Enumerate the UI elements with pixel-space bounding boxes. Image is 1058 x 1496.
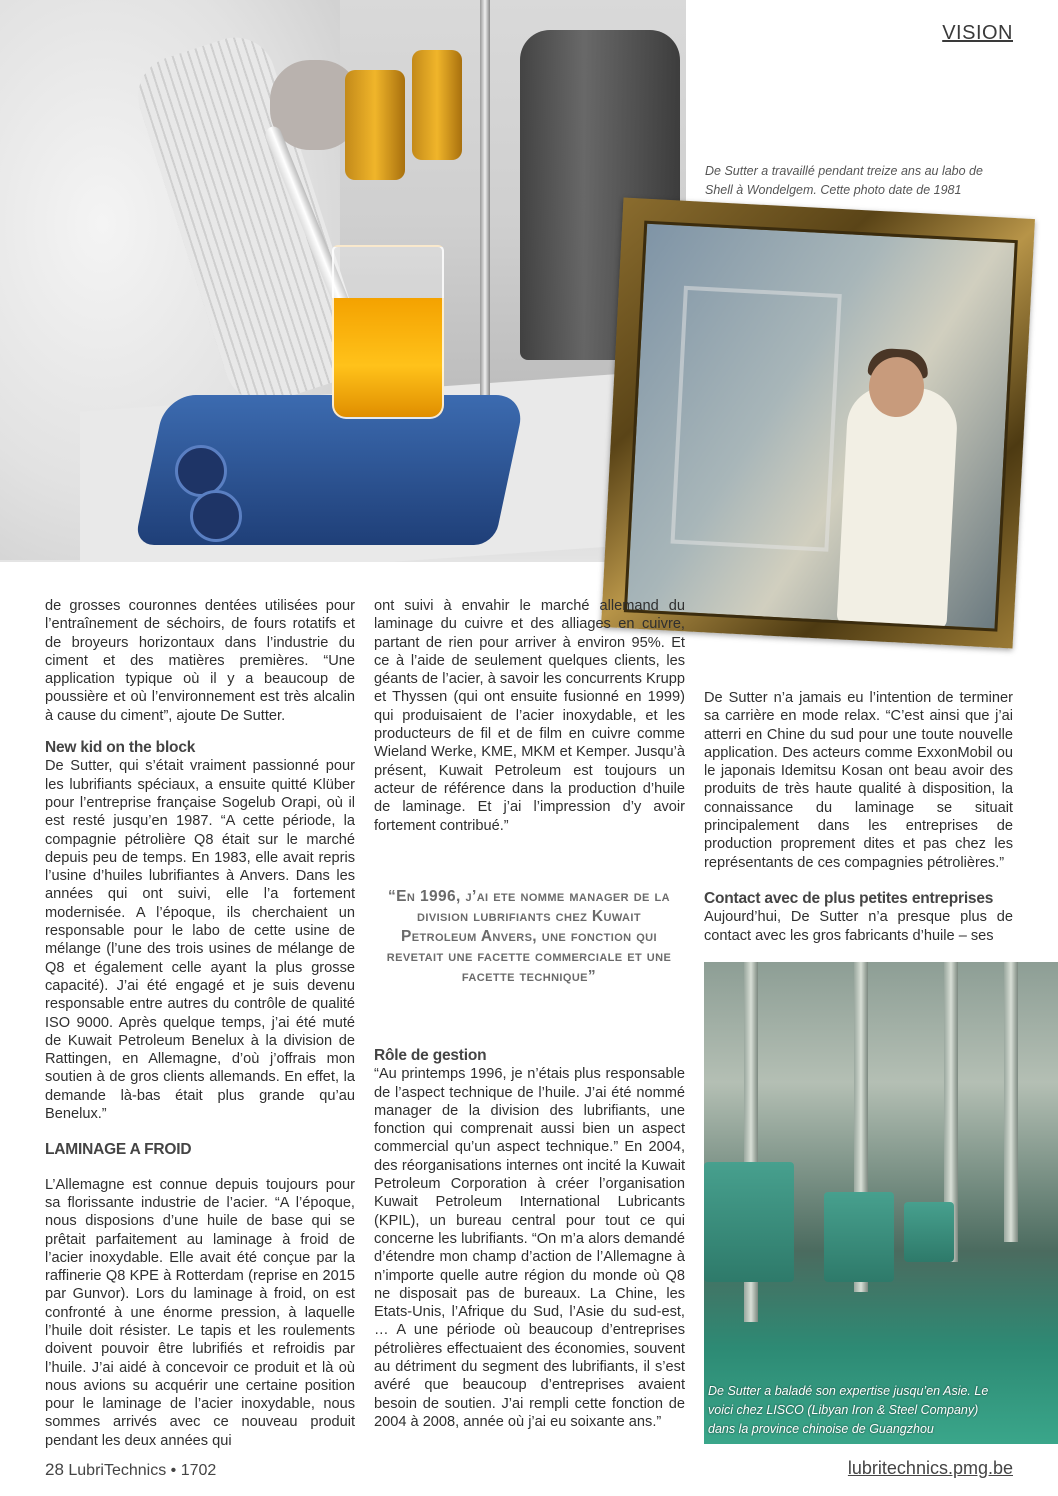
- text-column-3: [704, 689, 1013, 945]
- footer-folio: [45, 1460, 216, 1480]
- photo-caption-bottom: De Sutter a baladé son expertise jusqu’en Asie. Le voici chez LISCO (Libyan Iron & Steel Company) dans la province chinoise de Guangzhou: [708, 1384, 989, 1436]
- section-label[interactable]: VISION: [942, 22, 1013, 44]
- covered-machine: [704, 1162, 794, 1282]
- factory-photo: [704, 962, 1058, 1444]
- text-column-2-lower: [374, 1047, 685, 1431]
- photo-caption-top: De Sutter a travaillé pendant treize ans au labo de Shell à Wondelgem. Cette photo date de 1981: [705, 164, 983, 197]
- steel-beam: [1004, 962, 1018, 1242]
- lab-equipment: [670, 286, 841, 552]
- vintage-photo: [624, 221, 1018, 632]
- beaker-yellow-liquid: [332, 245, 444, 419]
- framed-vintage-photo: [601, 198, 1035, 649]
- paragraph: L’Allemagne est connue depuis toujours pour sa florissante industrie de l’acier. “A l’époque, nous disposions d’une huile de base qui se prêtait parfaitement au laminage à froid de l’acier inoxydable. Elle avait été conçue par la raffinerie Q8 KPE à Rotterdam (reprise en 2015 par Gunvor). Lors du laminage à froid, on est confronté à une énorme pression, à laquelle l’huile doit résister. Le tapis et les roulements doivent pouvoir être lubrifiés et refroidis par l’huile. J’ai aidé à concevoir ce produit et là où nous avions su acquérir une certaine position pour le laminage de l’acier inoxydable, nous sommes arrivés avec ce nouveau produit pendant les deux années qui: [45, 1176, 355, 1449]
- covered-machine: [904, 1202, 954, 1262]
- paragraph: de grosses couronnes dentées utilisées pour l’entraînement de séchoirs, de fours rotatifs et de broyeurs horizontaux dans l’industrie du ciment et des matières premières. “Une application typique où il y a beaucoup de poussière et où l’environnement est très alcalin à cause du ciment”, ajoute De Sutter.: [45, 598, 355, 724]
- footer-website-link[interactable]: lubritechnics.pmg.be: [847, 1458, 1013, 1478]
- stirrer-knob: [175, 445, 227, 497]
- text-column-2: [374, 597, 685, 835]
- subheading: New kid on the block: [45, 739, 196, 757]
- paragraph: “Au printemps 1996, je n’étais plus responsable de l’aspect technique de l’huile. J’ai été nommé manager de la division des lubrifiants, une fonction qui comprenait aussi bien un aspect commercial qu’un aspect technique.” En 2004, des réorganisations internes ont incité la Kuwait Petroleum Corporation à créer l’organisation Kuwait Petroleum International Lubricants (KPIL), un bureau central pour tout ce qui concerne les lubrifiants. “On m’a alors demandé d’étendre mon champ d’action de l’Allemagne à n’importe quelle autre région du monde où Q8 ne disposait pas de bureaux. La Chine, les Etats-Unis, l’Afrique du Sud, l’Asie du sud-est, … A une période où beaucoup d’entreprises pétrolières effectuaient des économies, souvent au détriment du segment des lubrifiants, il s’est avéré que beaucoup d’entreprises avaient besoin de soutien. J’ai rempli cette fonction de 2004 à 2008, année où j’ai eu soixante ans.”: [374, 1066, 685, 1430]
- lab-photo: [0, 0, 686, 562]
- amber-bottle: [345, 70, 405, 180]
- paragraph: De Sutter n’a jamais eu l’intention de terminer sa carrière en mode relax. “C’est ainsi que j’ai atterri en Chine du sud pour une toute nouvelle application. Des acteurs comme ExxonMobil ou le japonais Idemitsu Kosan ont beau avoir des produits de très haute qualité à disposition, la connaissance du laminage se situait principalement dans les entreprises de production proprement dites et pas chez les représentants de ces compagnies pétrolières.”: [704, 690, 1013, 871]
- text-column-1: [45, 597, 355, 1450]
- paragraph: De Sutter, qui s’était vraiment passionné pour les lubrifiants spéciaux, a ensuite quitté Klüber pour l’entreprise française Sogelub Orapi, où il est resté jusqu’en 1987. “A cette période, la compagnie pétrolière Q8 était sur le marché depuis peu de temps. En 1983, elle avait repris l’usine d’huiles lubrifiantes à Anvers. Dans les années qui ont suivi, elle l’a fortement modernisée. A l’époque, ils cherchaient un responsable pour le labo de cette usine de mélange (l’une des trois usines de mélange de Q8 et également celle ayant la plus grosse capacité). J’ai été engagé et je suis devenu responsable entre autres du contrôle de qualité ISO 9000. Après quelque temps, j’ai été muté de Kuwait Petroleum Benelux à la division de Rattingen, en Allemagne, d’où j’offrais mon soutien à de gros clients allemands. En effet, la demande là-bas était plus grande qu’au Benelux.”: [45, 758, 355, 1123]
- magazine-issue: LubriTechnics • 1702: [68, 1462, 217, 1479]
- stirrer-knob: [190, 490, 242, 542]
- pull-quote: “En 1996, j’ai ete nomme manager de la division lubrifiants chez Kuwait Petroleum Anvers, une fonction qui revetait une facette commerciale et une facette technique”: [386, 888, 672, 985]
- paragraph: Aujourd’hui, De Sutter n’a presque plus de contact avec les gros fabricants d’huile – ses: [704, 909, 1013, 944]
- retort-stand: [480, 0, 490, 460]
- paragraph: ont suivi à envahir le marché allemand du laminage du cuivre et des alliages en cuivre, partant de rien pour arriver à environ 95%. Et ce à l’aide de seulement quelques clients, les géants de l’acier, à savoir les concurrents Krupp et Thyssen (qui ont ensuite fusionné en 1999) qui produisaient de l’acier inoxydable, et les producteurs de fil et de film en cuivre comme Wieland Werke, KME, MKM et Kemper. Jusqu’à présent, Kuwait Petroleum est toujours un acteur de référence dans la production d’huile de laminage. Et j’ai l’impression d’y avoir fortement contribué.”: [374, 598, 685, 834]
- subheading: Contact avec de plus petites entreprises: [704, 889, 994, 907]
- page-number: 28: [45, 1460, 64, 1479]
- amber-bottle: [412, 50, 462, 160]
- man-in-lab-coat: [836, 385, 958, 630]
- covered-machine: [824, 1192, 894, 1282]
- subheading: Rôle de gestion: [374, 1047, 487, 1064]
- subheading: LAMINAGE A FROID: [45, 1141, 192, 1159]
